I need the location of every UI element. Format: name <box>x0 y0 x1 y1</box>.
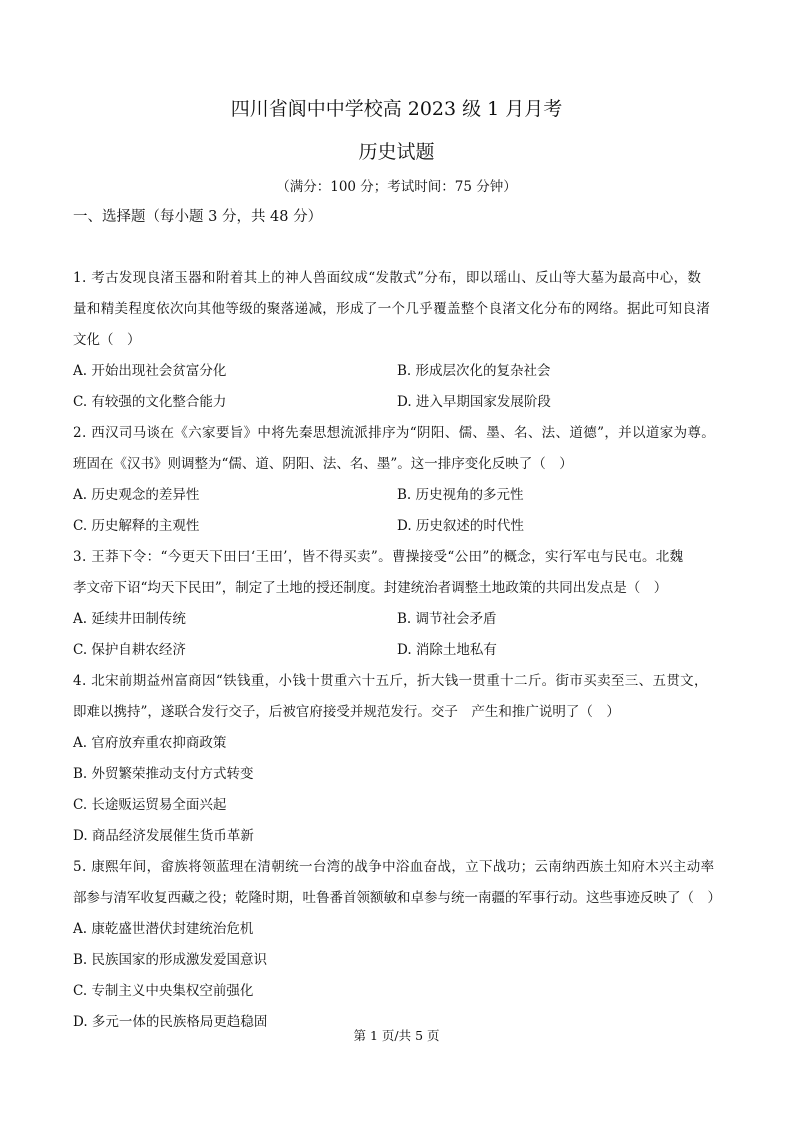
question-2-stem-line-1: 2. 西汉司马谈在《六家要旨》中将先秦思想流派排序为“阴阳、儒、墨、名、法、道德”，并以道家为尊。 <box>73 425 716 441</box>
score-time-info: （满分：100 分；考试时间：75 分钟） <box>276 179 517 195</box>
question-5-option-c[interactable]: C. 专制主义中央集权空前强化 <box>73 983 254 999</box>
question-3-stem-line-2: 孝文帝下诏“均天下民田”，制定了土地的授还制度。封建统治者调整土地政策的共同出发点是（ ） <box>73 580 668 596</box>
question-1-option-d[interactable]: D. 进入早期国家发展阶段 <box>397 394 551 410</box>
question-5-option-d[interactable]: D. 多元一体的民族格局更趋稳固 <box>73 1014 268 1030</box>
question-5-option-b[interactable]: B. 民族国家的形成激发爱国意识 <box>73 952 268 968</box>
question-4-stem-line-2: 即难以携持”，遂联合发行交子，后被官府接受并规范发行。交子 产生和推广说明了（ ） <box>73 704 620 720</box>
question-1-option-b[interactable]: B. 形成层次化的复杂社会 <box>397 363 551 379</box>
subject-title: 历史试题 <box>358 141 435 163</box>
page-number: 第 1 页/共 5 页 <box>353 1028 440 1043</box>
exam-title: 四川省阆中中学校高 2023 级 1 月月考 <box>230 98 563 120</box>
question-2-option-a[interactable]: A. 历史观念的差异性 <box>73 487 200 503</box>
question-2-stem-line-2: 班固在《汉书》则调整为“儒、道、阴阳、法、名、墨”。这一排序变化反映了（ ） <box>73 456 573 472</box>
question-4-option-a[interactable]: A. 官府放弃重农抑商政策 <box>73 735 227 751</box>
question-3-option-d[interactable]: D. 消除土地私有 <box>397 642 497 658</box>
question-3-option-c[interactable]: C. 保护自耕农经济 <box>73 642 186 658</box>
question-1-stem-line-2: 量和精美程度依次向其他等级的聚落递减，形成了一个几乎覆盖整个良渚文化分布的网络。据此可知良渚 <box>73 301 711 317</box>
question-5-option-a[interactable]: A. 康乾盛世潜伏封建统治危机 <box>73 921 254 937</box>
question-4-option-b[interactable]: B. 外贸繁荣推动支付方式转变 <box>73 766 254 782</box>
question-4-option-d[interactable]: D. 商品经济发展催生货币革新 <box>73 828 254 844</box>
question-3-option-b[interactable]: B. 调节社会矛盾 <box>397 611 497 627</box>
question-4-stem-line-1: 4. 北宋前期益州富商因“铁钱重，小钱十贯重六十五斤，折大钱一贯重十二斤。街市买卖至三、五贯文， <box>73 673 708 689</box>
question-4-option-c[interactable]: C. 长途贩运贸易全面兴起 <box>73 797 227 813</box>
question-2-option-b[interactable]: B. 历史视角的多元性 <box>397 487 524 503</box>
question-5-stem-line-1: 5. 康熙年间，畲族将领蓝理在清朝统一台湾的战争中浴血奋战，立下战功；云南纳西族土知府木兴主动率 <box>73 859 715 875</box>
question-1-option-c[interactable]: C. 有较强的文化整合能力 <box>73 394 227 410</box>
question-2-option-c[interactable]: C. 历史解释的主观性 <box>73 518 200 534</box>
question-1-stem-line-1: 1. 考古发现良渚玉器和附着其上的神人兽面纹成“发散式”分布，即以瑶山、反山等大墓为最高中心，数 <box>73 270 702 286</box>
section-heading: 一、选择题（每小题 3 分，共 48 分） <box>73 209 323 225</box>
question-5-stem-line-2: 部参与清军收复西藏之役；乾隆时期，吐鲁番首领额敏和卓参与统一南疆的军事行动。这些事迹反映了（ ） <box>73 890 721 906</box>
question-3-option-a[interactable]: A. 延续井田制传统 <box>73 611 186 627</box>
question-3-stem-line-1: 3. 王莽下令：“今更天下田曰‘王田’，皆不得买卖”。曹操接受“公田”的概念，实行军屯与民屯。北魏 <box>73 549 684 565</box>
question-2-option-d[interactable]: D. 历史叙述的时代性 <box>397 518 524 534</box>
question-1-option-a[interactable]: A. 开始出现社会贫富分化 <box>73 363 227 379</box>
question-1-stem-line-3: 文化（ ） <box>73 332 141 348</box>
